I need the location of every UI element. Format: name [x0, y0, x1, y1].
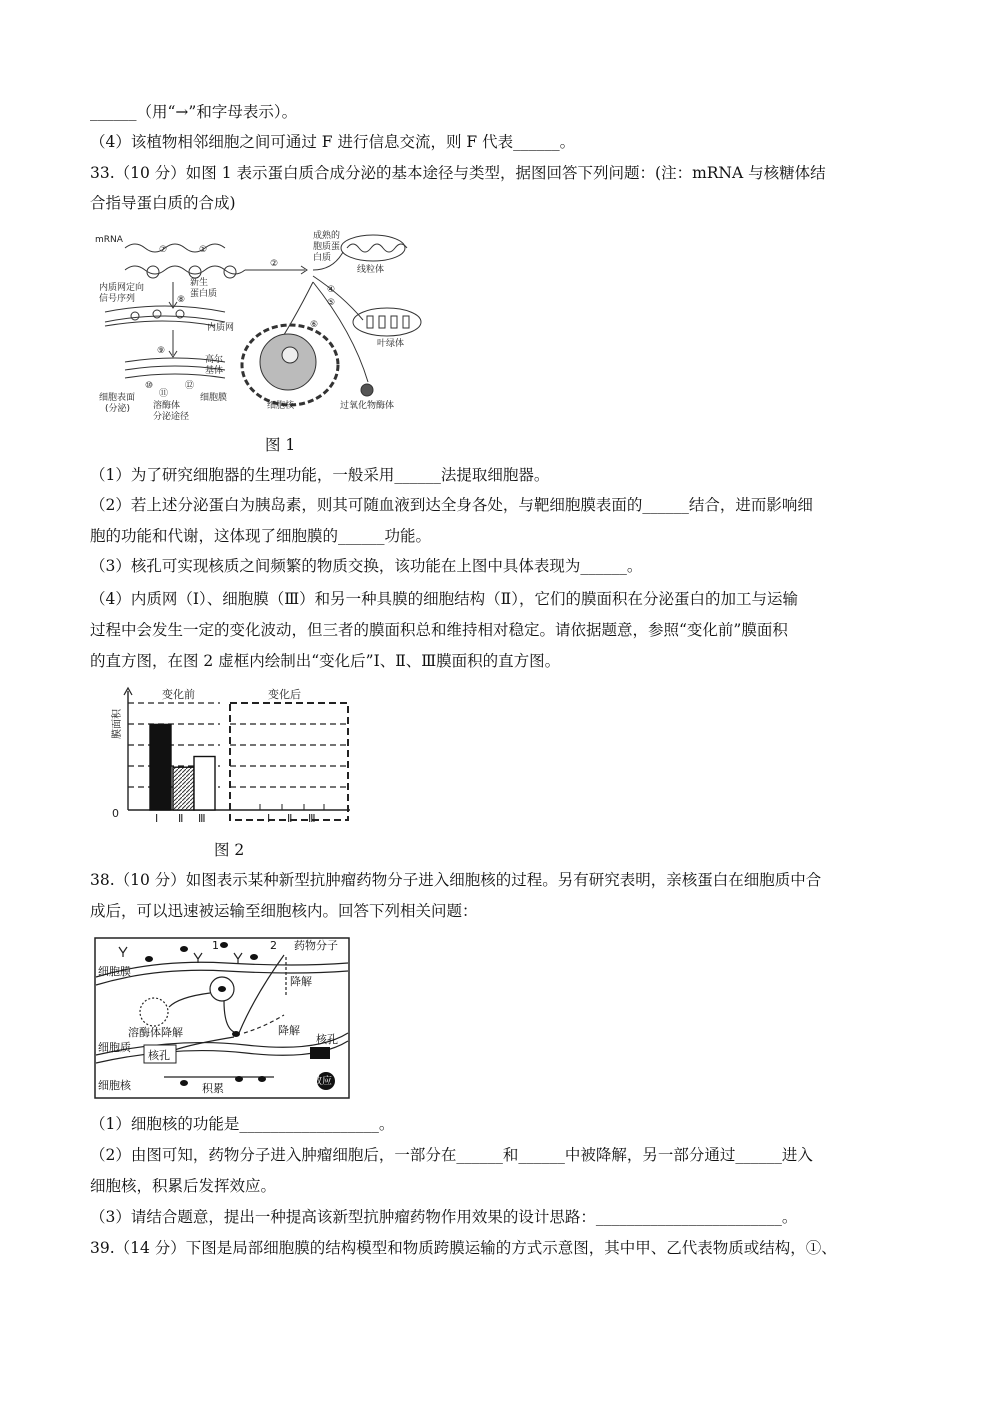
text-line: 合指导蛋白质的合成) — [90, 194, 236, 212]
svg-text:分泌途径: 分泌途径 — [153, 412, 190, 422]
svg-text:效应: 效应 — [312, 1076, 332, 1087]
q33-sub3: （3）核孔可实现核质之间频繁的物质交换，该功能在上图中具体表现为______。 — [90, 557, 643, 575]
after-tick-1: Ⅰ — [267, 812, 271, 825]
figure-1-protein-pathway — [95, 230, 435, 422]
svg-text:积累: 积累 — [202, 1082, 224, 1095]
svg-text:④: ④ — [327, 285, 336, 295]
chart-zero: 0 — [112, 807, 119, 820]
svg-text:降解: 降解 — [290, 975, 312, 988]
svg-text:胞质蛋: 胞质蛋 — [313, 242, 341, 252]
svg-text:过氧化物酶体: 过氧化物酶体 — [340, 401, 395, 411]
q38-sub1: （1）细胞核的功能是__________________。 — [90, 1115, 395, 1133]
svg-text:叶绿体: 叶绿体 — [377, 339, 405, 349]
svg-text:①: ① — [199, 245, 208, 255]
text-line: 成后，可以迅速被运输至细胞核内。回答下列相关问题： — [90, 902, 478, 920]
svg-text:(分泌): (分泌) — [105, 404, 131, 414]
chart-tick-2: Ⅱ — [178, 812, 184, 825]
text-line: （4）该植物相邻细胞之间可通过 F 进行信息交流，则 F 代表______。 — [90, 133, 576, 151]
svg-text:降解: 降解 — [278, 1024, 300, 1037]
figure-2-chart — [110, 685, 360, 825]
svg-text:新生: 新生 — [190, 278, 209, 288]
chart-tick-3: Ⅲ — [198, 812, 206, 825]
svg-text:2: 2 — [270, 939, 277, 952]
svg-text:核孔: 核孔 — [148, 1049, 170, 1062]
svg-text:信号序列: 信号序列 — [99, 294, 136, 304]
question-33-stem: 33.（10 分）如图 1 表示蛋白质合成分泌的基本途径与类型，据图回答下列问题：(注：mRNA 与核糖体结 — [90, 164, 826, 182]
svg-text:细胞膜: 细胞膜 — [98, 965, 131, 978]
svg-text:1: 1 — [212, 939, 219, 952]
figure-2-caption: 图 2 — [214, 841, 245, 859]
svg-text:②: ② — [270, 259, 279, 269]
question-38-stem: 38.（10 分）如图表示某种新型抗肿瘤药物分子进入细胞核的过程。另有研究表明，亲核蛋白在细胞质中合 — [90, 871, 822, 889]
chart-title-after: 变化后 — [268, 688, 301, 701]
svg-text:白质: 白质 — [313, 253, 332, 263]
svg-text:⑩: ⑩ — [145, 381, 154, 391]
after-tick-2: Ⅱ — [287, 812, 293, 825]
q33-sub4: （4）内质网（Ⅰ）、细胞膜（Ⅲ）和另一种具膜的细胞结构（Ⅱ），它们的膜面积在分泌蛋白的加工与运输 — [90, 590, 798, 608]
text-line: 胞的功能和代谢，这体现了细胞膜的______功能。 — [90, 527, 432, 545]
chart-title-before: 变化前 — [162, 688, 195, 701]
svg-text:⑧: ⑧ — [177, 295, 186, 305]
svg-text:⑪: ⑪ — [159, 389, 169, 399]
chart-bar-1 — [150, 724, 171, 810]
text-line: 过程中会发生一定的变化波动，但三者的膜面积总和维持相对稳定。请依据题意，参照“变化前”膜面积 — [90, 621, 788, 639]
svg-text:细胞核: 细胞核 — [98, 1079, 131, 1092]
svg-text:⑤: ⑤ — [327, 298, 336, 308]
svg-text:蛋白质: 蛋白质 — [190, 289, 218, 299]
figure-1-caption: 图 1 — [265, 436, 296, 454]
q33-sub1: （1）为了研究细胞器的生理功能，一般采用______法提取细胞器。 — [90, 466, 550, 484]
after-tick-3: Ⅲ — [308, 812, 316, 825]
chart-bar-2 — [173, 767, 194, 810]
svg-text:核孔: 核孔 — [316, 1033, 338, 1046]
svg-text:mRNA: mRNA — [95, 235, 123, 245]
svg-text:药物分子: 药物分子 — [294, 939, 338, 952]
q33-sub2: （2）若上述分泌蛋白为胰岛素，则其可随血液到达全身各处，与靶细胞膜表面的______结合，进而影响细 — [90, 496, 813, 514]
chart-bar-3 — [194, 757, 215, 811]
figure-drug-entry — [94, 937, 350, 1099]
svg-text:溶酶体: 溶酶体 — [153, 401, 181, 411]
svg-text:⑫: ⑫ — [185, 381, 195, 391]
svg-text:基体: 基体 — [205, 366, 224, 376]
svg-text:内质网定向: 内质网定向 — [99, 283, 145, 293]
q38-sub3: （3）请结合题意，提出一种提高该新型抗肿瘤药物作用效果的设计思路：________________________。 — [90, 1208, 798, 1226]
svg-text:细胞表面: 细胞表面 — [99, 393, 136, 403]
svg-text:高尔: 高尔 — [205, 355, 224, 365]
chart-ylabel: 膜面积 — [112, 709, 123, 739]
svg-text:内质网: 内质网 — [207, 323, 235, 333]
q38-sub2: （2）由图可知，药物分子进入肿瘤细胞后，一部分在______和______中被降解，另一部分通过______进入 — [90, 1146, 813, 1164]
svg-text:细胞质: 细胞质 — [98, 1041, 131, 1054]
text-line: ______（用“→”和字母表示）。 — [90, 103, 298, 121]
text-line: 细胞核，积累后发挥效应。 — [90, 1177, 277, 1195]
svg-text:⑨: ⑨ — [157, 346, 166, 356]
question-39-stem: 39.（14 分）下图是局部细胞膜的结构模型和物质跨膜运输的方式示意图，其中甲、乙代表物质或结构，①、 — [90, 1239, 837, 1257]
svg-text:成熟的: 成熟的 — [313, 231, 341, 241]
svg-text:线粒体: 线粒体 — [357, 265, 385, 275]
svg-text:⑥: ⑥ — [310, 320, 319, 330]
chart-tick-1: Ⅰ — [155, 812, 159, 825]
text-line: 的直方图，在图 2 虚框内绘制出“变化后”Ⅰ、Ⅱ、Ⅲ膜面积的直方图。 — [90, 652, 561, 670]
svg-text:细胞膜: 细胞膜 — [200, 393, 228, 403]
svg-text:细胞核: 细胞核 — [267, 401, 295, 411]
svg-text:溶酶体降解: 溶酶体降解 — [128, 1026, 183, 1039]
svg-text:⑦: ⑦ — [159, 245, 168, 255]
